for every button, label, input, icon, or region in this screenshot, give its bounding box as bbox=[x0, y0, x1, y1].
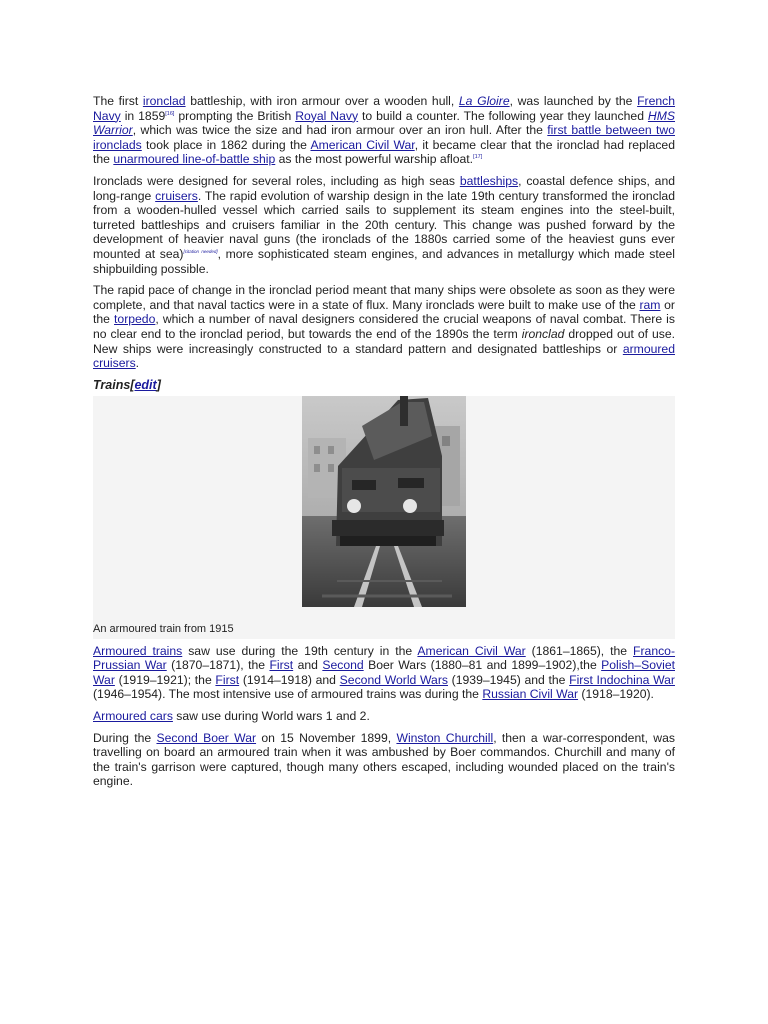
link-american-civil-war[interactable]: American Civil War bbox=[310, 137, 415, 152]
edit-section-link[interactable]: edit bbox=[134, 377, 157, 392]
section-title: Trains bbox=[93, 377, 131, 392]
reference-16[interactable]: [16] bbox=[165, 110, 175, 117]
link-armoured-cruisers[interactable]: armoured cruisers bbox=[93, 341, 675, 371]
text-run: The first bbox=[93, 94, 143, 108]
link-la-gloire[interactable] bbox=[459, 94, 510, 108]
text-run: , coastal defence ships, and long-range bbox=[93, 173, 675, 203]
link-hms-warrior-label: HMS Warrior bbox=[93, 108, 676, 138]
text-run: , was launched by the bbox=[509, 94, 638, 108]
text-run: took place in 1862 during the bbox=[141, 137, 311, 152]
emphasis-ironclad: ironclad bbox=[521, 326, 565, 341]
text-run: in 1859 bbox=[120, 108, 166, 123]
text-run: or the bbox=[93, 297, 675, 327]
armoured-train-illustration bbox=[302, 396, 466, 607]
paragraph-ironclad-change bbox=[93, 283, 675, 371]
section-heading-trains bbox=[93, 378, 675, 393]
text-run: and bbox=[293, 658, 323, 673]
text-run: as the most powerful warship afloat. bbox=[275, 152, 474, 167]
text-run: During the bbox=[93, 730, 157, 745]
link-ram[interactable]: ram bbox=[639, 297, 661, 312]
figure-caption: An armoured train from 1915 bbox=[93, 622, 234, 635]
text-run: , then a war-correspondent, was travelling on board an armoured train when it was ambushed by Boer commandos. Churchill and many of the train's garrison were captured, though many others escaped, including wounded placed on the train's engine. bbox=[93, 730, 675, 789]
link-cruisers[interactable]: cruisers bbox=[155, 188, 198, 203]
text-run: prompting the British bbox=[174, 108, 296, 123]
article-body bbox=[93, 94, 675, 789]
reference-17[interactable]: [17] bbox=[473, 154, 483, 161]
text-run: (1861–1865), the bbox=[525, 643, 634, 658]
link-franco-prussian-war[interactable]: Franco-Prussian War bbox=[93, 643, 676, 673]
text-run: , which was twice the size and had iron armour over an iron hull. After the bbox=[132, 123, 548, 138]
text-run: , which a number of naval designers considered the crucial weapons of naval combat. There is no clear end to the ironclad period, but towards the end of the 1890s the term bbox=[93, 312, 675, 341]
text-run: (1914–1918) and bbox=[239, 672, 340, 687]
armoured-train-photo[interactable] bbox=[302, 396, 466, 607]
link-second-boer-war-2[interactable]: Second Boer War bbox=[156, 730, 257, 745]
text-run: (1919–1921); the bbox=[114, 672, 216, 687]
edit-bracket-close: ] bbox=[156, 377, 161, 392]
text-run: Ironclads were designed for several roles, including as high seas bbox=[93, 173, 460, 188]
link-first-battle-ironclads[interactable]: first battle between two ironclads bbox=[93, 123, 675, 152]
link-ironclad[interactable]: ironclad bbox=[142, 94, 186, 108]
text-run: to build a counter. The following year they launched bbox=[358, 108, 648, 123]
text-run: . bbox=[135, 356, 140, 371]
citation-needed-tag[interactable]: [citation needed] bbox=[183, 248, 218, 254]
link-royal-navy[interactable]: Royal Navy bbox=[295, 108, 359, 123]
link-armoured-cars[interactable]: Armoured cars bbox=[93, 709, 173, 724]
text-run: Boer Wars (1880–81 and 1899–1902),the bbox=[363, 658, 602, 673]
text-run: saw use during the 19th century in the bbox=[182, 643, 418, 658]
paragraph-churchill bbox=[93, 731, 675, 789]
link-battleships[interactable]: battleships bbox=[459, 173, 519, 188]
link-second-world-wars[interactable]: Second World Wars bbox=[339, 672, 448, 687]
link-unarmoured-line-of-battle-ship[interactable]: unarmoured line-of-battle ship bbox=[113, 152, 276, 167]
link-first-indochina-war[interactable]: First Indochina War bbox=[569, 672, 675, 687]
text-run: on 15 November 1899, bbox=[256, 730, 397, 745]
link-second-boer-war[interactable]: Second bbox=[322, 658, 364, 673]
text-run: battleship, with iron armour over a wooden hull, bbox=[185, 94, 459, 108]
text-run: , it became clear that the ironclad had replaced the bbox=[93, 137, 675, 167]
paragraph-armoured-cars bbox=[93, 709, 675, 724]
text-run: (1946–1954). The most intensive use of armoured trains was during the bbox=[93, 687, 483, 702]
link-la-gloire-label: La Gloire bbox=[458, 94, 510, 108]
text-run: (1918–1920). bbox=[578, 687, 654, 702]
edit-bracket-open: [ bbox=[130, 377, 135, 392]
figure-armoured-train bbox=[93, 396, 675, 639]
text-run: , more sophisticated steam engines, and advances in metallurgy which made steel shipbuilding possible. bbox=[93, 246, 675, 276]
paragraph-ironclad-history bbox=[93, 94, 675, 167]
paragraph-armoured-trains bbox=[93, 644, 675, 702]
paragraph-ironclad-roles bbox=[93, 174, 675, 276]
link-winston-churchill[interactable]: Winston Churchill bbox=[396, 730, 494, 745]
link-torpedo[interactable]: torpedo bbox=[114, 312, 156, 327]
text-run: . The rapid evolution of warship design in the late 19th century transformed the ironclad from a wooden-hulled vessel which carried sails to supplement its steam engines into the steel-built, turreted battleships and cruisers familiar in the 20th century. This change was pushed forward by the development of heavier naval guns (the ironclads of the 1880s carried some of the heaviest guns ever mounted at sea) bbox=[93, 188, 675, 261]
link-french-navy[interactable]: French Navy bbox=[93, 94, 676, 123]
text-run: The rapid pace of change in the ironclad period meant that many ships were obsolete as soon as they were complete, and that naval tactics were in a state of flux. Many ironclads were built to make use of the bbox=[93, 283, 675, 312]
text-run: saw use during World wars 1 and 2. bbox=[172, 709, 370, 724]
link-russian-civil-war[interactable]: Russian Civil War bbox=[482, 687, 579, 702]
link-polish-soviet-war[interactable]: Polish–Soviet War bbox=[93, 658, 675, 687]
text-run: dropped out of use. New ships were increasingly constructed to a standard pattern and designated battleships or bbox=[93, 326, 676, 356]
link-armoured-trains[interactable]: Armoured trains bbox=[93, 643, 183, 658]
text-run: (1939–1945) and the bbox=[447, 672, 570, 687]
link-american-civil-war-2[interactable]: American Civil War bbox=[417, 643, 526, 658]
link-first-boer-war[interactable]: First bbox=[269, 658, 294, 673]
link-first-world-war[interactable]: First bbox=[215, 672, 240, 687]
text-run: (1870–1871), the bbox=[166, 658, 270, 673]
